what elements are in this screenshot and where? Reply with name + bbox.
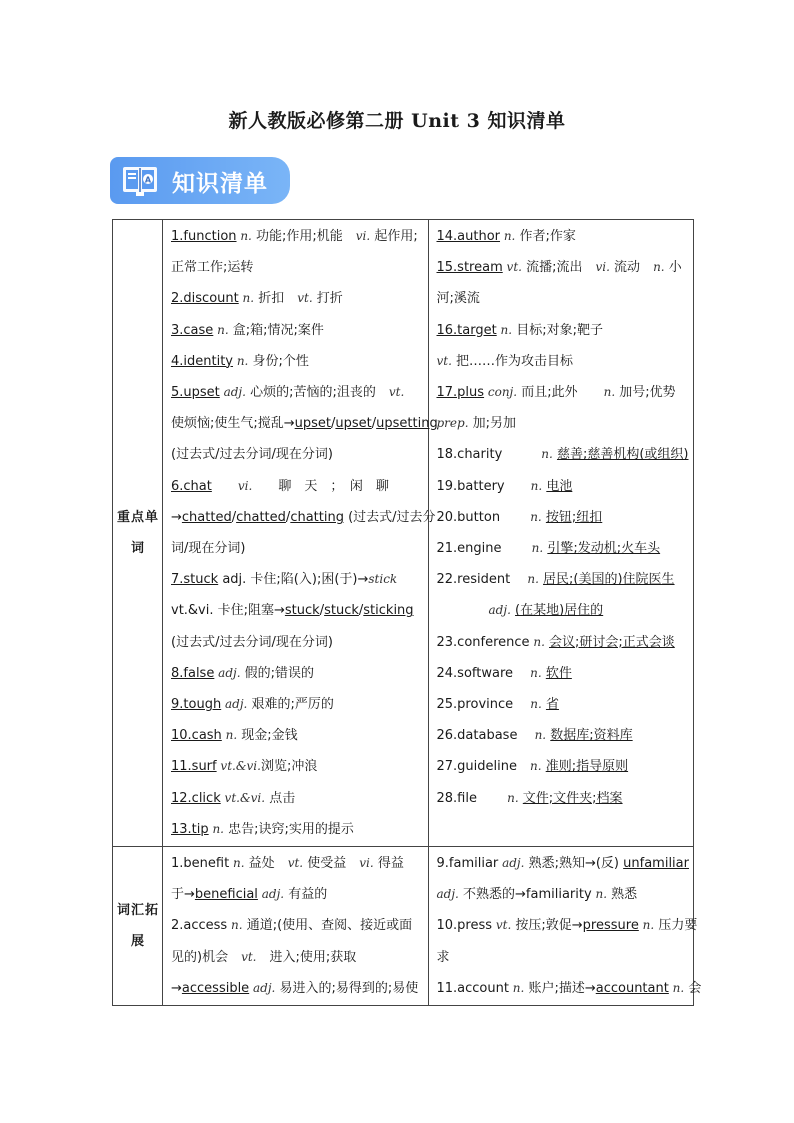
vocab-text: 11.account	[436, 980, 509, 996]
answer-text: 居民;(美国的)住院医生	[543, 572, 675, 588]
answer-text: 文件;文件夹;档案	[522, 790, 623, 806]
vocab-text: 18.charity	[436, 447, 542, 463]
answer-text: 电池	[546, 478, 573, 494]
vocab-line	[171, 471, 422, 502]
vocab-text: 25.province	[436, 697, 531, 713]
part-of-speech: n.	[530, 665, 542, 680]
answer-text: 9.tough	[171, 697, 222, 713]
part-of-speech: adj.	[257, 887, 285, 902]
part-of-speech: adj.	[488, 603, 511, 618]
part-of-speech: n.	[507, 790, 519, 805]
category-char: 单	[144, 510, 158, 526]
vocab-line	[171, 315, 422, 346]
category-char: 重	[116, 510, 130, 526]
vocab-line	[437, 564, 688, 595]
vocab-line	[171, 564, 422, 595]
part-of-speech: vt.	[492, 918, 512, 933]
vocab-text: 9.familiar	[436, 856, 499, 872]
part-of-speech: n.	[530, 478, 543, 493]
vocab-text: 流播;流出	[521, 260, 596, 276]
vocab-text: 假的;错误的	[240, 665, 315, 681]
answer-text: 6.chat	[171, 478, 212, 494]
part-of-speech: n.	[529, 634, 545, 649]
vocab-text: 27.guideline	[436, 759, 530, 775]
answer-text: 4.identity	[171, 353, 234, 369]
vocab-line	[171, 502, 436, 533]
answer-text: beneficial	[194, 887, 258, 903]
part-of-speech: adj.	[221, 697, 248, 712]
part-of-speech: n.	[208, 821, 224, 836]
answer-text: pressure	[582, 918, 639, 934]
answer-text: unfamiliar	[623, 856, 689, 872]
vocab-text: 加;另加	[468, 416, 517, 432]
vocab-line	[171, 595, 422, 626]
vocab-line	[436, 910, 698, 941]
part-of-speech: n.	[221, 728, 238, 743]
vocab-text: vt.&vi. 卡住;阻塞→	[171, 603, 285, 619]
part-of-speech: n.	[238, 291, 255, 306]
vocab-text: 目标;对象;靶子	[512, 322, 603, 338]
vocab-line	[437, 252, 688, 283]
vocab-text: →	[171, 509, 182, 525]
vocab-line	[171, 879, 422, 910]
answer-text: 3.case	[171, 322, 214, 338]
vocab-text: /	[358, 603, 364, 619]
vocab-line	[437, 408, 688, 439]
vocab-line	[171, 720, 422, 751]
vocab-text: (过去式/过去分	[343, 509, 436, 525]
vocab-text: 账户;描述→	[524, 980, 596, 996]
vocab-line	[437, 720, 688, 751]
part-of-speech: n.	[638, 918, 655, 933]
part-of-speech: adj.	[214, 665, 241, 680]
vocab-line	[436, 973, 702, 1004]
vocab-line	[437, 533, 688, 564]
answer-text: 7.stuck	[171, 572, 219, 588]
answer-text: sticking	[363, 603, 414, 619]
vocab-text: 按压;敦促→	[511, 918, 583, 934]
vocab-text: 熟悉	[607, 887, 638, 903]
vocab-text: 心烦的;苦恼的;沮丧的	[245, 385, 389, 401]
part-of-speech: n.	[508, 980, 525, 995]
answer-text: 12.click	[171, 790, 221, 806]
vocab-text: 10.press	[436, 918, 493, 934]
vocab-text: 22.resident	[436, 572, 528, 588]
part-of-speech: n.	[530, 759, 542, 774]
vocab-text: 24.software	[436, 665, 531, 681]
answer-text: 11.surf	[171, 759, 217, 775]
category-char: 汇	[130, 903, 144, 919]
vocab-text	[212, 479, 238, 494]
vocab-line	[171, 377, 422, 408]
answer-text: chatting	[290, 509, 344, 525]
answer-text: 10.cash	[171, 728, 222, 744]
part-of-speech: n.	[496, 322, 513, 337]
answer-text: 13.tip	[171, 821, 209, 837]
svg-text:A: A	[144, 175, 152, 185]
answer-text: 15.stream	[436, 260, 503, 276]
vocab-text: 功能;作用;机能	[251, 229, 356, 244]
category-char: 词	[116, 903, 130, 919]
part-of-speech: vt.&vi.	[216, 759, 261, 774]
vocab-line	[437, 283, 688, 314]
vocab-text: 作者;作家	[515, 229, 576, 244]
vocab-text: 21.engine	[436, 541, 532, 557]
vocab-text: (过去式/过去分词/现在分词)	[171, 447, 333, 463]
vocab-line	[171, 408, 438, 439]
vocab-line	[437, 627, 688, 658]
vocab-text: →	[171, 980, 182, 996]
vocab-text: 艰难的;严厉的	[247, 697, 334, 713]
vocab-line	[171, 814, 422, 845]
vocab-text: 2.access	[171, 918, 228, 934]
vocab-text: 有益的	[284, 887, 328, 903]
vocab-text: 现金;金钱	[237, 728, 298, 744]
right-column	[428, 847, 702, 1006]
part-of-speech: n.	[603, 385, 616, 400]
part-of-speech: vt.	[388, 385, 405, 400]
vocab-line	[171, 973, 422, 1004]
part-of-speech: vi.	[237, 478, 253, 493]
vocab-text: 通道;(使用、查阅、接近或面	[242, 918, 413, 934]
answer-text: 软件	[545, 665, 572, 681]
part-of-speech: vt.	[241, 949, 257, 964]
part-of-speech: n.	[229, 856, 245, 871]
part-of-speech: n.	[541, 447, 553, 462]
answer-text: 准则;指导原则	[545, 759, 629, 775]
vocab-text: 23.conference	[436, 634, 530, 650]
vocab-line	[171, 689, 422, 720]
vocab-text: 易进入的;易得到的;易使	[275, 980, 419, 996]
answer-text: 按钮;纽扣	[545, 509, 603, 525]
vocab-line	[437, 377, 688, 408]
part-of-speech: stick	[368, 572, 398, 587]
vocab-text: 使烦恼;使生气;搅乱→	[171, 416, 295, 432]
vocab-text: 26.database	[436, 728, 535, 744]
vocab-text: 于→	[171, 887, 195, 903]
vocabulary-table	[112, 219, 702, 1006]
vocab-line	[437, 502, 688, 533]
part-of-speech: vt.&vi.	[220, 790, 266, 805]
vocab-line	[171, 751, 422, 782]
answer-text: upset	[294, 416, 332, 432]
book-icon	[122, 164, 158, 197]
vocab-text: 28.file	[436, 790, 508, 806]
vocab-text: 河;溪流	[436, 291, 480, 307]
answer-text: 省	[545, 697, 559, 713]
vocab-text: 加号;优势	[615, 385, 676, 401]
answer-text: 16.target	[436, 322, 497, 338]
answer-text: upsetting	[376, 416, 438, 432]
banner-label: 知识清单	[172, 171, 268, 197]
part-of-speech: vt.	[297, 291, 313, 306]
left-column	[163, 847, 429, 1006]
vocab-text: 压力要	[654, 918, 698, 934]
answer-text: 慈善;慈善机构(或组织)	[556, 447, 689, 463]
part-of-speech: n.	[534, 728, 547, 743]
vocab-text: 会	[684, 980, 702, 996]
vocab-text: 19.battery	[436, 478, 531, 494]
category-cell	[113, 847, 163, 1006]
vocab-text: 身份;个性	[248, 353, 309, 369]
answer-text: 2.discount	[171, 291, 239, 307]
part-of-speech: prep.	[436, 416, 469, 431]
part-of-speech: n.	[530, 697, 542, 712]
vocab-line	[437, 848, 688, 879]
vocab-line	[437, 595, 688, 626]
vocab-text: 把……作为攻击目标	[451, 353, 574, 369]
vocab-text: 求	[436, 949, 450, 965]
part-of-speech: vi.	[359, 856, 374, 871]
section-banner	[110, 157, 290, 204]
part-of-speech: vt.	[287, 856, 304, 871]
part-of-speech: adj.	[249, 980, 276, 995]
vocab-line	[171, 783, 422, 814]
vocab-text: 见的)机会	[171, 949, 242, 965]
vocab-text: 起作用;	[370, 229, 418, 244]
vocab-line	[437, 783, 688, 814]
vocab-line	[437, 658, 688, 689]
answer-text: 会议;研讨会;正式会谈	[549, 634, 675, 650]
answer-text: chatted	[181, 509, 232, 525]
vocab-text: 不熟悉的→familiarity	[458, 887, 592, 903]
vocab-text: /	[231, 509, 237, 525]
part-of-speech: vi.	[595, 260, 610, 275]
answer-text: chatted	[236, 509, 286, 525]
part-of-speech: n.	[530, 509, 542, 524]
part-of-speech: n.	[213, 322, 229, 337]
vocab-text: 打折	[312, 291, 343, 307]
vocab-text	[437, 603, 489, 618]
vocab-text: 使受益	[303, 856, 360, 872]
vocab-text: 忠告;诀窍;实用的提示	[224, 821, 354, 837]
category-cell	[113, 220, 163, 847]
part-of-speech: n.	[236, 229, 252, 243]
part-of-speech: n.	[227, 918, 243, 933]
answer-text: 14.author	[436, 229, 501, 244]
vocab-line	[171, 942, 422, 973]
part-of-speech: n.	[668, 980, 685, 995]
category-char: 词	[130, 541, 144, 557]
vocab-text: 流动	[609, 260, 654, 276]
answer-text: upset	[335, 416, 372, 432]
vocab-line	[171, 221, 422, 252]
vocab-line	[437, 942, 688, 973]
part-of-speech: adj.	[219, 385, 246, 400]
vocab-text: /	[319, 603, 325, 619]
part-of-speech: conj.	[484, 385, 518, 400]
answer-text: accessible	[181, 980, 250, 996]
vocab-text: 益处	[244, 856, 288, 872]
part-of-speech: vt.	[502, 260, 522, 275]
vocab-text: /	[285, 509, 291, 525]
category-char: 展	[130, 934, 144, 950]
answer-text: 5.upset	[171, 385, 220, 401]
part-of-speech: vt.	[436, 353, 452, 368]
vocab-line	[437, 221, 688, 252]
part-of-speech: n.	[591, 887, 608, 902]
vocab-line	[171, 848, 422, 879]
category-char: 点	[130, 510, 144, 526]
vocab-text: 得益	[373, 856, 404, 872]
vocab-line	[437, 439, 688, 470]
part-of-speech: n.	[531, 541, 544, 556]
vocab-line	[171, 283, 422, 314]
vocab-text: 20.button	[436, 509, 531, 525]
answer-text: 数据库;资料库	[550, 728, 633, 744]
table-row	[113, 847, 694, 1006]
vocab-text: 点击	[265, 790, 296, 806]
vocab-text: (过去式/过去分词/现在分词)	[171, 634, 333, 650]
part-of-speech: n.	[233, 353, 249, 368]
vocab-text: 熟悉;熟知→(反)	[524, 856, 624, 872]
vocab-line	[437, 346, 688, 377]
vocab-text: 而且;此外	[517, 385, 604, 401]
vocab-line	[437, 315, 688, 346]
vocab-line	[437, 751, 688, 782]
answer-text: 1.function	[171, 229, 237, 244]
part-of-speech: adj.	[436, 887, 459, 902]
vocab-text: /	[371, 416, 377, 432]
part-of-speech: n.	[653, 260, 665, 275]
vocab-text: 进入;使用;获取	[256, 949, 357, 965]
part-of-speech: vi.	[355, 229, 371, 243]
vocab-line	[171, 627, 422, 658]
vocab-text: 词/现在分词)	[171, 541, 246, 557]
part-of-speech: n.	[527, 572, 539, 587]
page-title: 新人教版必修第二册 Unit 3 知识清单	[228, 110, 566, 132]
vocab-line	[171, 346, 422, 377]
vocab-line	[171, 533, 422, 564]
vocab-text: 小	[664, 260, 682, 276]
answer-text: 8.false	[171, 665, 215, 681]
vocab-line	[171, 439, 422, 470]
vocab-text: 盒;箱;情况;案件	[228, 322, 324, 338]
answer-text: stuck	[284, 603, 320, 619]
table-row	[113, 220, 694, 847]
part-of-speech: adj.	[498, 856, 525, 871]
vocab-text: /	[331, 416, 336, 432]
vocab-text: adj. 卡住;陷(入);困(于)→	[218, 572, 369, 588]
category-char: 拓	[144, 903, 158, 919]
answer-text: (在某地)居住的	[515, 603, 604, 619]
vocab-text: 1.benefit	[171, 856, 230, 872]
answer-text: accountant	[595, 980, 669, 996]
answer-text: 17.plus	[436, 385, 485, 401]
vocab-line	[171, 910, 422, 941]
vocab-text: 正常工作;运转	[171, 260, 254, 276]
part-of-speech: n.	[500, 229, 516, 243]
vocab-line	[171, 658, 422, 689]
answer-text: 引擎;发动机;火车头	[547, 541, 661, 557]
right-column	[428, 220, 694, 847]
vocab-text: 聊 天 ； 闲 聊	[252, 478, 389, 494]
vocab-line	[437, 689, 688, 720]
vocab-line	[437, 879, 688, 910]
vocab-text: 折扣	[254, 291, 298, 307]
vocab-text: 浏览;冲浪	[260, 759, 318, 775]
left-column	[163, 220, 438, 847]
vocab-line	[437, 471, 688, 502]
answer-text: stuck	[324, 603, 359, 619]
vocab-line	[171, 252, 422, 283]
